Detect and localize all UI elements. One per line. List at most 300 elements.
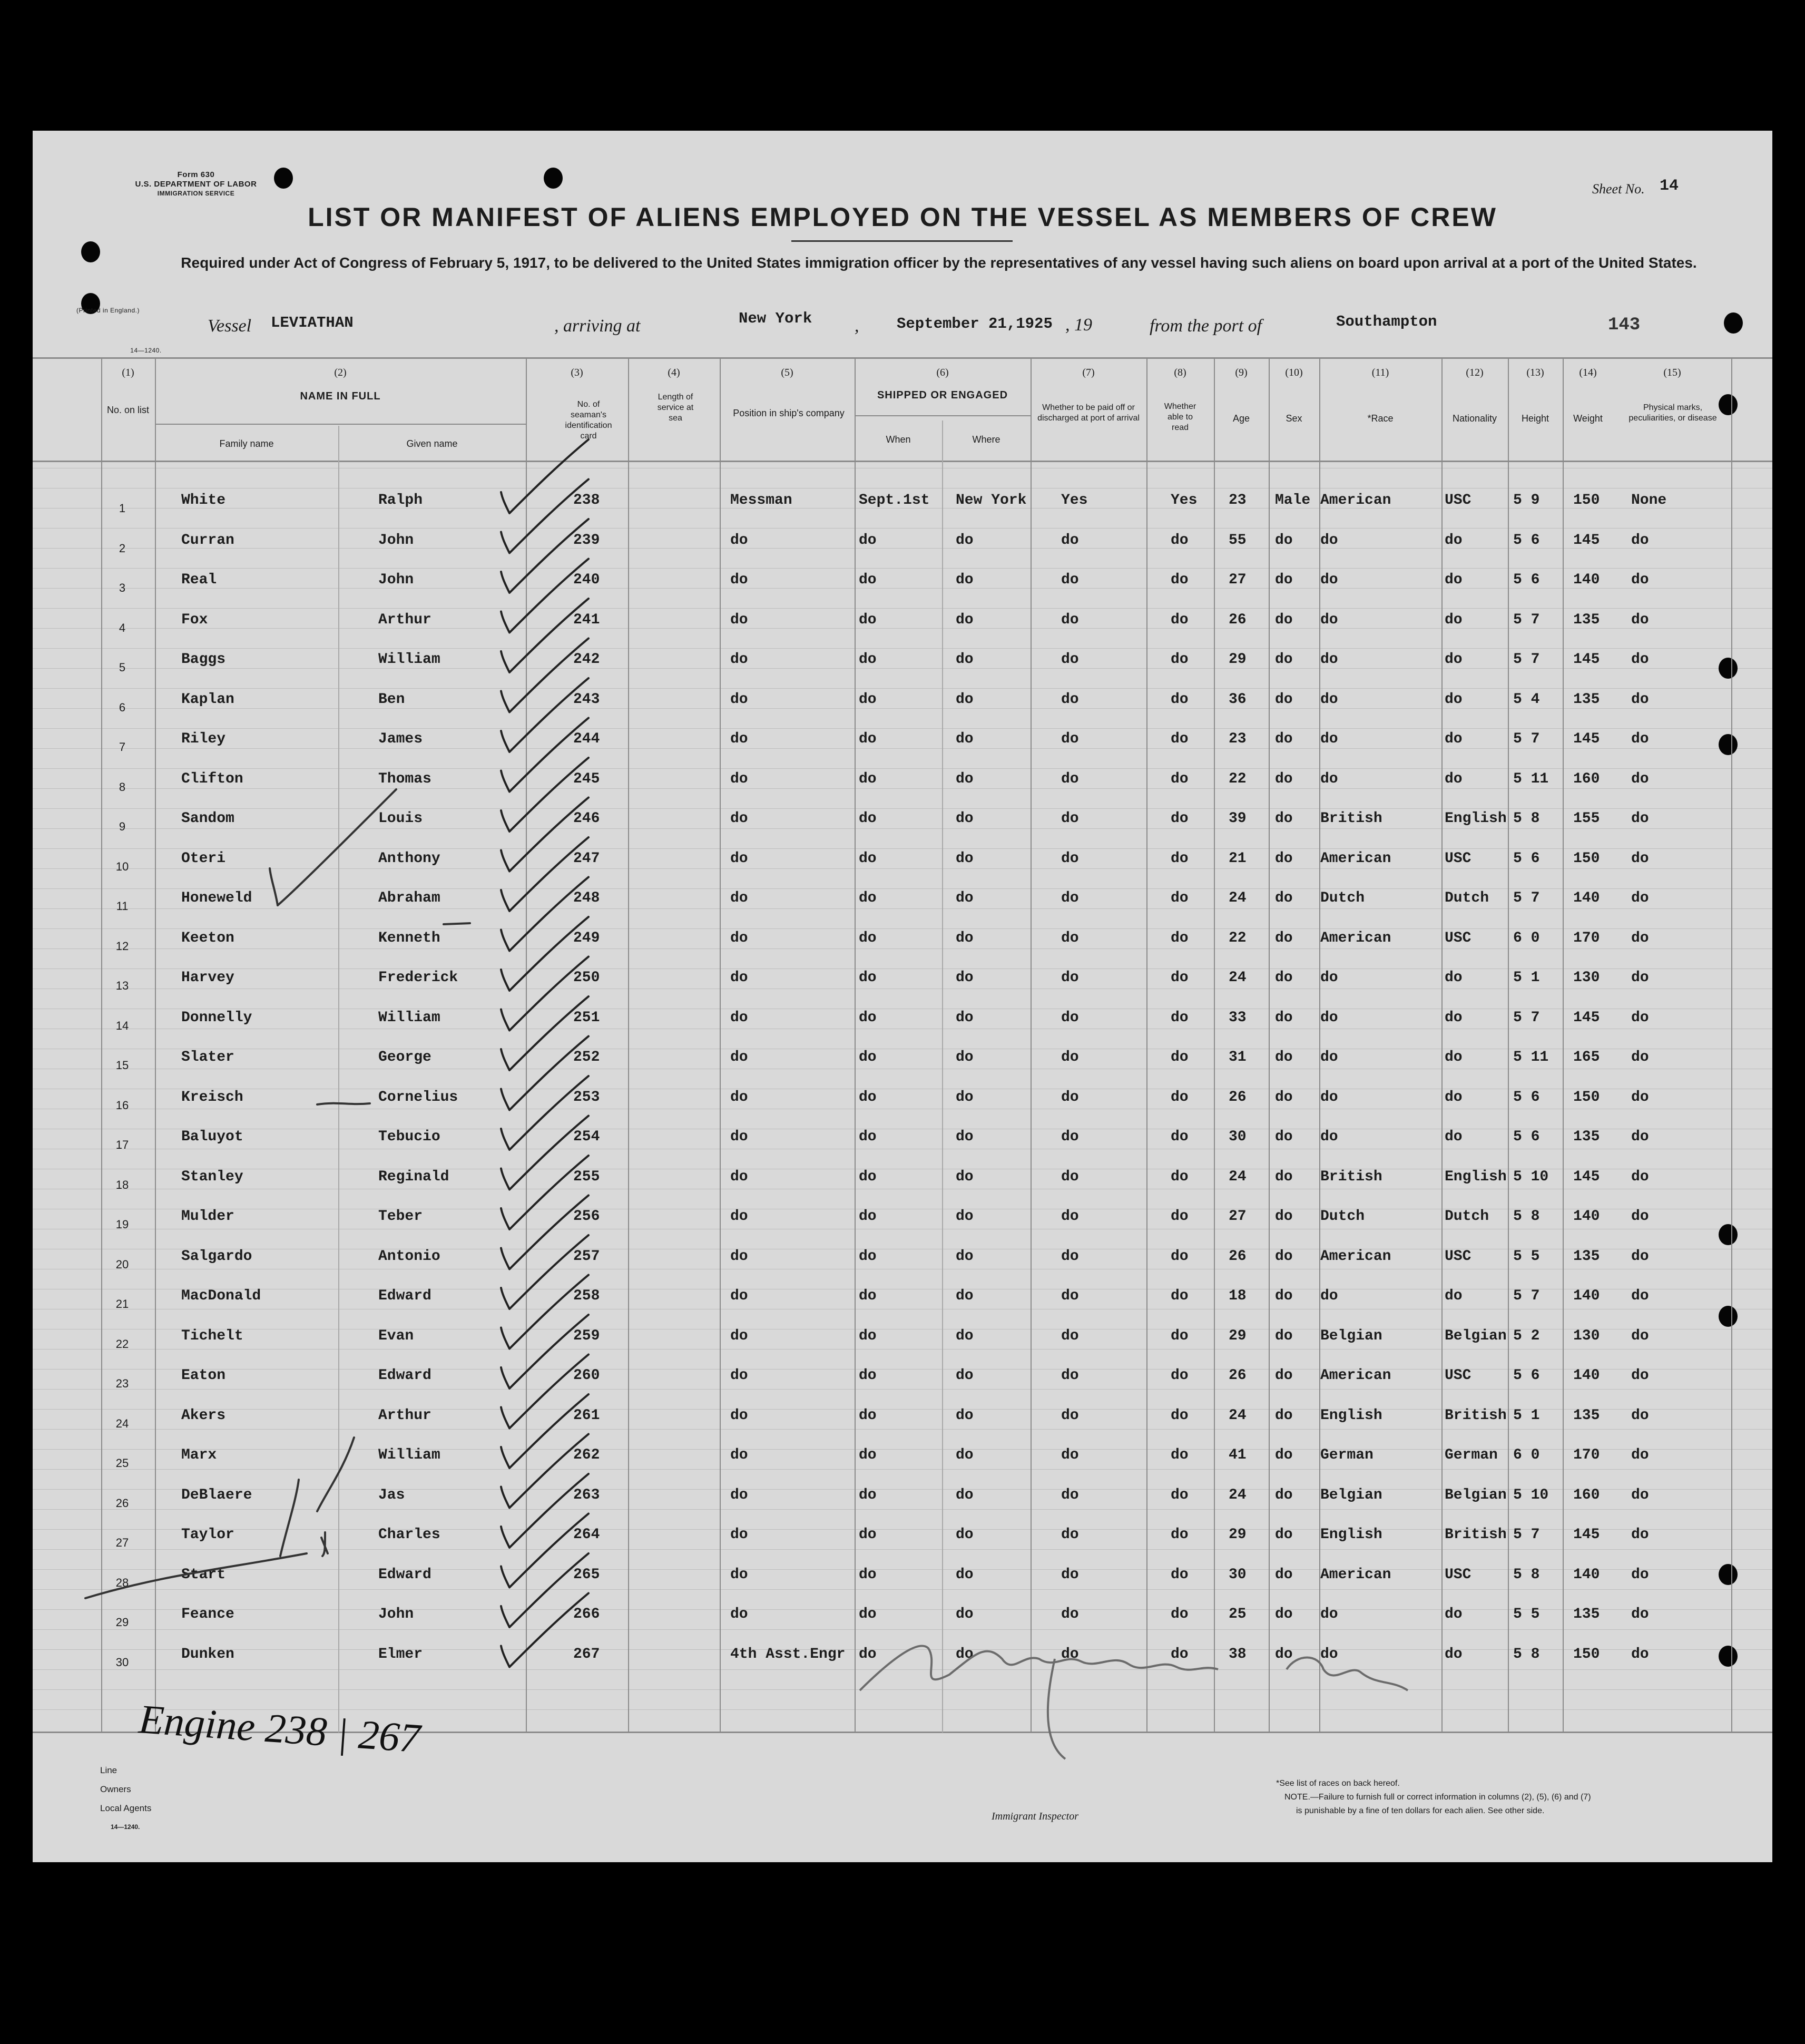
shipped-where: do [956,970,974,986]
family-name: Dunken [181,1646,234,1662]
able-to-read: do [1171,1288,1189,1304]
family-name: Honeweld [181,890,252,906]
weight: 170 [1573,1447,1600,1463]
row-number: 11 [116,899,129,913]
able-to-read: do [1171,1049,1189,1065]
col-num-5: (5) [781,367,793,378]
weight: 135 [1573,691,1600,708]
shipped-when: do [859,850,877,867]
able-to-read: do [1171,1208,1189,1225]
paid-off: do [1061,691,1079,708]
check-mark [501,758,588,832]
weight: 145 [1573,731,1600,747]
header-paid-off: Whether to be paid off or discharged at port of arrival [1037,403,1140,423]
check-mark [501,917,588,991]
shipped-where: do [956,611,974,628]
margin-handwriting [137,1696,424,1761]
nationality: English [1445,810,1507,827]
given-name: Thomas [378,770,431,787]
position: do [730,810,748,827]
shipped-where: do [956,1288,974,1304]
shipped-when: do [859,1248,877,1265]
nationality: do [1445,611,1463,628]
row-number: 22 [115,1337,129,1351]
sex: do [1275,970,1293,986]
card-number: 259 [573,1327,600,1344]
race-note: *See list of races on back hereof. [1276,1779,1400,1788]
given-name: John [378,572,414,588]
sex: do [1275,731,1293,747]
nationality: do [1445,1129,1463,1145]
given-name: Arthur [378,611,431,628]
check-mark [501,798,588,872]
col-num-15: (15) [1663,367,1681,378]
shipped-where: do [956,1527,974,1543]
weight: 140 [1573,1566,1600,1583]
row-number: 23 [115,1377,129,1390]
given-name: Ben [378,691,405,708]
header-race: *Race [1367,413,1394,424]
age: 36 [1229,691,1247,708]
given-name: Kenneth [378,930,440,946]
position: do [730,770,748,787]
family-name: Feance [181,1606,234,1622]
row-number: 4 [119,621,126,634]
check-mark [501,1275,588,1349]
nationality: do [1445,691,1463,708]
physical-marks: do [1631,1009,1649,1026]
given-name: Cornelius [378,1089,458,1106]
nationality: German [1445,1447,1498,1463]
check-mark [501,957,588,1031]
check-mark [501,1593,588,1667]
nationality: do [1445,1089,1463,1106]
age: 24 [1229,890,1247,906]
shipped-when: do [859,1049,877,1065]
race: Dutch [1320,890,1365,906]
nationality: do [1445,1606,1463,1622]
card-number: 264 [573,1527,600,1543]
nationality: do [1445,731,1463,747]
age: 29 [1229,1527,1247,1543]
weight: 130 [1573,1327,1600,1344]
position: do [730,532,748,549]
header-no-on-list: No. on list [106,405,150,415]
col-num-9: (9) [1235,367,1248,378]
row-number: 25 [115,1456,129,1470]
age: 30 [1229,1566,1247,1583]
age: 25 [1229,1606,1247,1622]
shipped-when: do [859,1646,877,1662]
nationality: Dutch [1445,1208,1489,1225]
row-number: 14 [115,1019,129,1032]
arriving-port: New York [739,310,812,327]
card-number: 261 [573,1407,600,1424]
able-to-read: do [1171,572,1189,588]
paid-off: do [1061,572,1079,588]
sex: do [1275,1168,1293,1185]
paid-off: do [1061,1129,1079,1145]
footer-form-code: 14—1240. [111,1823,140,1831]
shipped-where: do [956,1367,974,1384]
family-name: MacDonald [181,1288,261,1304]
paid-off: do [1061,611,1079,628]
family-name: Oteri [181,850,226,867]
paid-off: do [1061,1288,1079,1304]
check-mark [501,837,588,911]
height: 5 7 [1513,890,1540,906]
nationality: do [1445,1288,1463,1304]
physical-marks: do [1631,930,1649,946]
race: do [1320,1646,1338,1662]
nationality: Dutch [1445,890,1489,906]
family-name: Baggs [181,651,226,668]
check-mark [501,1553,588,1627]
card-number: 252 [573,1049,600,1065]
given-name: Edward [378,1566,431,1583]
shipped-when: do [859,1009,877,1026]
shipped-when: do [859,1168,877,1185]
sex: do [1275,572,1293,588]
paid-off: do [1061,1646,1079,1662]
position: do [730,1129,748,1145]
shipped-when: do [859,810,877,827]
card-number: 250 [573,970,600,986]
age: 18 [1229,1288,1247,1304]
shipped-when: do [859,1129,877,1145]
position: do [730,1527,748,1543]
race: English [1320,1407,1382,1424]
nationality: Belgian [1445,1327,1507,1344]
check-mark [501,1434,588,1508]
row-number: 18 [115,1178,129,1191]
able-to-read: do [1171,930,1189,946]
nationality: USC [1445,930,1472,946]
position: 4th Asst.Engr [730,1646,846,1662]
race: do [1320,970,1338,986]
age: 26 [1229,1089,1247,1106]
shipped-when: do [859,1288,877,1304]
race: do [1320,691,1338,708]
able-to-read: do [1171,1486,1189,1503]
nationality: do [1445,572,1463,588]
paid-off: do [1061,1527,1079,1543]
race: do [1320,1606,1338,1622]
check-mark [501,1156,588,1229]
shipped-when: do [859,1327,877,1344]
row-number: 24 [115,1416,129,1430]
position: do [730,611,748,628]
shipped-when: do [859,611,877,628]
nationality: USC [1445,492,1472,508]
shipped-where: do [956,1407,974,1424]
shipped-where: do [956,532,974,549]
race: American [1320,1367,1391,1384]
nationality: do [1445,970,1463,986]
age: 23 [1229,731,1247,747]
header-physical-marks: Physical marks, peculiarities, or disease [1629,403,1717,423]
able-to-read: do [1171,1606,1189,1622]
height: 5 8 [1513,810,1540,827]
able-to-read: do [1171,850,1189,867]
position: do [730,1606,748,1622]
able-to-read: do [1171,1009,1189,1026]
weight: 140 [1573,1288,1600,1304]
shipped-when: do [859,1606,877,1622]
check-mark [501,639,588,712]
shipped-where: do [956,810,974,827]
card-number: 254 [573,1129,600,1145]
col-num-1: (1) [122,367,134,378]
race: do [1320,1089,1338,1106]
margin-note: Engine 238 | 267 [137,1696,422,1762]
family-name: Real [181,572,217,588]
race: British [1320,1168,1382,1185]
race: American [1320,1566,1391,1583]
vessel-name: LEVIATHAN [271,314,354,331]
height: 5 6 [1513,572,1540,588]
sex: do [1275,770,1293,787]
col-num-4: (4) [668,367,680,378]
physical-marks: do [1631,1566,1649,1583]
given-name: Edward [378,1367,431,1384]
comma: , [855,316,859,336]
shipped-where: do [956,1089,974,1106]
card-number: 260 [573,1367,600,1384]
weight: 150 [1573,1646,1600,1662]
position: do [730,731,748,747]
shipped-when: do [859,532,877,549]
weight: 155 [1573,810,1600,827]
physical-marks: do [1631,1208,1649,1225]
physical-marks: do [1631,1248,1649,1265]
age: 22 [1229,770,1247,787]
given-name: Ralph [378,492,423,508]
sex: do [1275,1407,1293,1424]
row-number: 8 [119,780,126,794]
given-name: Tebucio [378,1129,440,1145]
weight: 140 [1573,1208,1600,1225]
position: do [730,1049,748,1065]
family-name: Taylor [181,1527,234,1543]
check-mark [501,1116,588,1190]
nationality: do [1445,1646,1463,1662]
shipped-when: do [859,1407,877,1424]
position: do [730,970,748,986]
family-name: Salgardo [181,1248,252,1265]
family-name: Kreisch [181,1089,243,1106]
physical-marks: do [1631,810,1649,827]
col-num-12: (12) [1466,367,1484,378]
shipped-when: do [859,651,877,668]
position: do [730,1566,748,1583]
check-mark [501,1196,588,1269]
check-mark [501,718,588,792]
able-to-read: do [1171,1447,1189,1463]
nationality: do [1445,651,1463,668]
paid-off: do [1061,1606,1079,1622]
shipped-when: do [859,890,877,906]
physical-marks: do [1631,1049,1649,1065]
header-nationality: Nationality [1452,413,1497,424]
physical-marks: do [1631,890,1649,906]
sex: do [1275,1089,1293,1106]
check-marks [501,439,588,1667]
paid-off: do [1061,1248,1079,1265]
family-name: Mulder [181,1208,234,1225]
given-name: William [378,1009,440,1026]
height: 5 8 [1513,1646,1540,1662]
shipped-where: do [956,1447,974,1463]
card-number: 253 [573,1089,600,1106]
able-to-read: do [1171,810,1189,827]
nationality: USC [1445,850,1472,867]
position: do [730,1208,748,1225]
height: 5 1 [1513,970,1540,986]
race: American [1320,930,1391,946]
position: do [730,1089,748,1106]
given-name: Evan [378,1327,414,1344]
able-to-read: do [1171,651,1189,668]
header-name-in-full: NAME IN FULL [300,390,381,402]
given-name: Jas [378,1486,405,1503]
able-to-read: do [1171,1367,1189,1384]
race: British [1320,810,1382,827]
physical-marks: do [1631,1288,1649,1304]
age: 30 [1229,1129,1247,1145]
col-num-8: (8) [1174,367,1186,378]
able-to-read: do [1171,1527,1189,1543]
family-name: Harvey [181,970,234,986]
shipped-where: do [956,1009,974,1026]
paid-off: do [1061,731,1079,747]
height: 5 6 [1513,1129,1540,1145]
race: do [1320,1129,1338,1145]
nationality: USC [1445,1248,1472,1265]
physical-marks: None [1631,492,1667,508]
given-name: John [378,1606,414,1622]
height: 5 9 [1513,492,1540,508]
paid-off: do [1061,1089,1079,1106]
card-number: 266 [573,1606,600,1622]
position: do [730,1168,748,1185]
paid-off: do [1061,651,1079,668]
position: do [730,1407,748,1424]
age: 29 [1229,651,1247,668]
able-to-read: do [1171,1168,1189,1185]
family-name: Akers [181,1407,226,1424]
age: 39 [1229,810,1247,827]
physical-marks: do [1631,850,1649,867]
card-number: 258 [573,1288,600,1304]
sex: do [1275,1486,1293,1503]
sex: do [1275,1447,1293,1463]
shipped-when: do [859,1208,877,1225]
given-name: William [378,651,440,668]
race: do [1320,611,1338,628]
col-num-10: (10) [1285,367,1303,378]
card-number: 241 [573,611,600,628]
physical-marks: do [1631,731,1649,747]
age: 21 [1229,850,1247,867]
shipped-where: do [956,1646,974,1662]
paid-off: do [1061,1049,1079,1065]
col-num-7: (7) [1082,367,1095,378]
card-number: 251 [573,1009,600,1026]
able-to-read: do [1171,1129,1189,1145]
year-label: , 19 [1065,315,1092,335]
physical-marks: do [1631,1486,1649,1503]
service-line: IMMIGRATION SERVICE [157,190,235,197]
able-to-read: Yes [1171,492,1198,508]
page-title: LIST OR MANIFEST OF ALIENS EMPLOYED ON THE VESSEL AS MEMBERS OF CREW [308,202,1497,232]
height: 5 6 [1513,532,1540,549]
position: do [730,572,748,588]
age: 27 [1229,572,1247,588]
shipped-where: do [956,1049,974,1065]
sex: do [1275,1327,1293,1344]
weight: 150 [1573,492,1600,508]
weight: 170 [1573,930,1600,946]
height: 5 11 [1513,1049,1549,1065]
family-name: Slater [181,1049,234,1065]
paid-off: do [1061,1208,1079,1225]
age: 26 [1229,611,1247,628]
family-name: Tichelt [181,1327,243,1344]
position: do [730,930,748,946]
physical-marks: do [1631,1089,1649,1106]
paid-off: do [1061,532,1079,549]
check-mark [501,678,588,752]
given-name: Frederick [378,970,458,986]
row-number: 2 [119,541,126,555]
shipped-when: do [859,1089,877,1106]
position: do [730,1367,748,1384]
card-number: 257 [573,1248,600,1265]
position: do [730,651,748,668]
able-to-read: do [1171,611,1189,628]
age: 29 [1229,1327,1247,1344]
row-number: 21 [115,1297,129,1310]
able-to-read: do [1171,1089,1189,1106]
race: do [1320,651,1338,668]
height: 5 5 [1513,1248,1540,1265]
given-name: Arthur [378,1407,431,1424]
weight: 140 [1573,890,1600,906]
height: 6 0 [1513,930,1540,946]
row-number: 7 [119,740,126,754]
race: do [1320,572,1338,588]
paid-off: do [1061,1486,1079,1503]
weight: 135 [1573,1407,1600,1424]
card-number: 267 [573,1646,600,1662]
header-age: Age [1232,413,1250,424]
row-number: 26 [115,1496,129,1510]
card-number: 239 [573,532,600,549]
check-mark [501,519,588,593]
weight: 165 [1573,1049,1600,1065]
height: 5 7 [1513,1527,1540,1543]
height: 5 4 [1513,691,1540,708]
row-number: 12 [115,939,129,953]
weight: 160 [1573,770,1600,787]
able-to-read: do [1171,890,1189,906]
shipped-where: do [956,691,974,708]
height: 5 2 [1513,1327,1540,1344]
weight: 140 [1573,1367,1600,1384]
check-mark [501,439,588,513]
sex: do [1275,532,1293,549]
